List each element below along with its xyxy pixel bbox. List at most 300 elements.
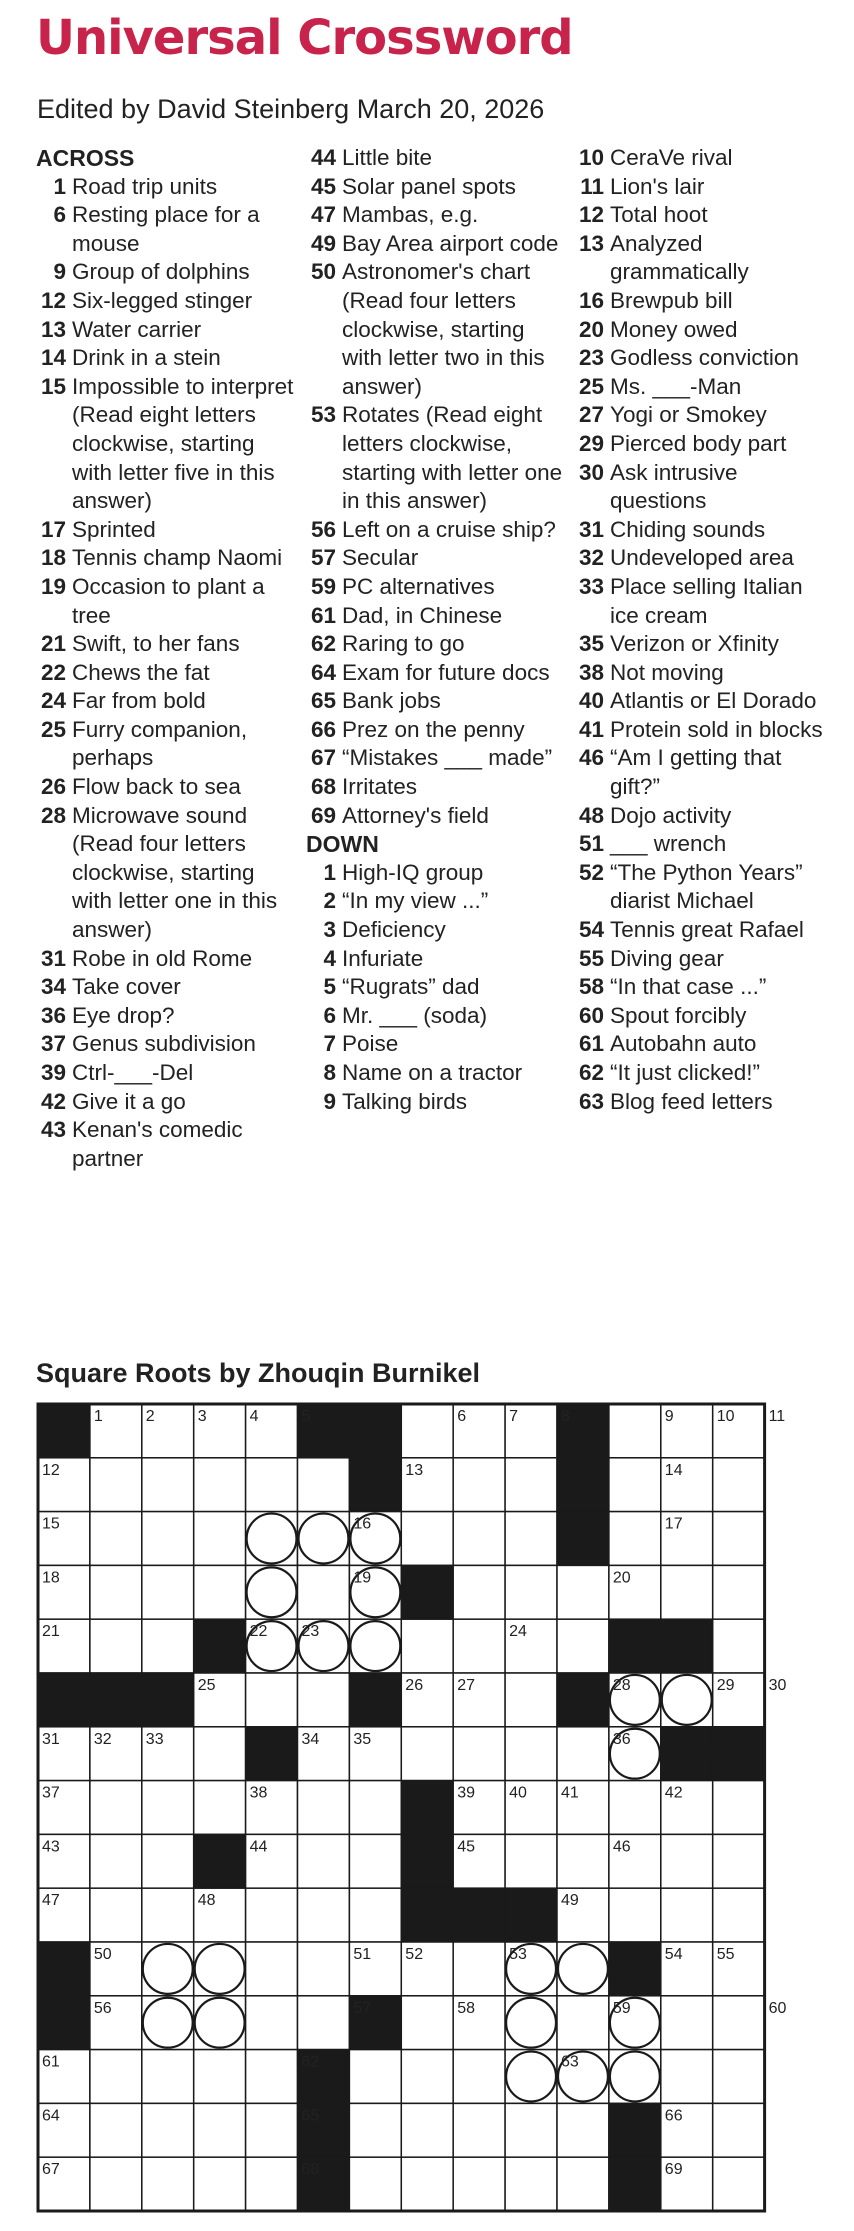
grid-cell[interactable] (194, 1565, 246, 1619)
down-clue[interactable] (306, 1002, 566, 1031)
clue-text: Ctrl-___-Del (72, 1060, 194, 1085)
clue-text: Take cover (72, 974, 181, 1000)
grid-cell[interactable] (505, 2103, 557, 2157)
across-clue[interactable] (36, 201, 296, 258)
black-square (142, 1673, 194, 1727)
grid-cell[interactable] (298, 1942, 350, 1996)
grid-cell[interactable] (453, 2157, 505, 2211)
clue-text: Ms. ___-Man (610, 373, 742, 399)
down-clue[interactable] (574, 1030, 834, 1059)
grid-cell[interactable] (713, 1996, 765, 2050)
clue-number: 68 (310, 774, 336, 800)
grid-cell[interactable] (401, 1404, 453, 1458)
across-clue[interactable] (306, 630, 566, 659)
across-clue[interactable] (306, 173, 566, 202)
grid-cell[interactable] (557, 2103, 609, 2157)
cell-number: 22 (249, 1623, 268, 1641)
down-clue[interactable] (574, 659, 834, 688)
grid-cell[interactable] (349, 1781, 401, 1835)
clue-text: Impossible to interpret (Read eight letters clockwise, starting with letter five in this answer) (72, 373, 294, 514)
across-clue[interactable] (36, 173, 296, 202)
across-clue[interactable] (36, 1088, 296, 1117)
across-clue[interactable] (36, 544, 296, 573)
grid-cell[interactable] (609, 1781, 661, 1835)
grid-cell[interactable] (90, 1565, 142, 1619)
cell-number: 27 (457, 1677, 475, 1694)
clue-text: Mr. ___ (soda) (342, 1002, 488, 1028)
clue-text: Rotates (Read eight letters clockwise, starting with letter one in this answer) (342, 402, 563, 514)
clue-text: Autobahn auto (610, 1031, 757, 1057)
clue-number: 20 (578, 316, 604, 342)
clue-text: Dojo activity (610, 802, 732, 828)
clue-number: 61 (578, 1031, 604, 1057)
down-clue[interactable] (574, 173, 834, 202)
clue-text: “Mistakes ___ made” (342, 745, 553, 771)
grid-cell[interactable] (298, 1458, 350, 1512)
black-square (38, 1673, 90, 1727)
cell-number: 42 (664, 1784, 683, 1802)
down-clue[interactable] (306, 887, 566, 916)
cell-number: 16 (353, 1515, 372, 1533)
cell-number: 32 (93, 1730, 112, 1748)
down-clue[interactable] (574, 144, 834, 173)
grid-cell[interactable] (246, 1565, 298, 1619)
cell-number: 23 (301, 1623, 320, 1641)
cell-number: 3 (197, 1408, 207, 1425)
grid-cell[interactable] (713, 2103, 765, 2157)
grid-cell[interactable] (505, 2157, 557, 2211)
black-square (609, 1619, 661, 1673)
across-clue[interactable] (306, 144, 566, 173)
down-clue[interactable] (574, 287, 834, 316)
clue-number: 57 (310, 545, 336, 571)
grid-cell[interactable] (142, 2103, 194, 2157)
grid-cell[interactable] (246, 1458, 298, 1512)
grid-cell[interactable] (246, 2050, 298, 2104)
grid-cell[interactable] (609, 1512, 661, 1566)
across-clue[interactable] (306, 687, 566, 716)
grid-cell[interactable] (194, 1996, 246, 2050)
down-clue[interactable] (306, 1059, 566, 1088)
clue-number: 10 (578, 145, 604, 170)
grid-cell[interactable] (90, 1458, 142, 1512)
grid-cell[interactable] (298, 1565, 350, 1619)
clue-number: 33 (578, 573, 604, 599)
clue-text: “The Python Years” diarist Michael (610, 859, 803, 914)
across-clue[interactable] (36, 287, 296, 316)
clue-number: 53 (310, 402, 336, 428)
across-clue[interactable] (306, 773, 566, 802)
grid-cell[interactable] (557, 1834, 609, 1888)
grid-cell[interactable] (194, 2157, 246, 2211)
cell-number: 1 (93, 1408, 103, 1425)
down-clue[interactable] (306, 973, 566, 1002)
grid-cell[interactable] (246, 1888, 298, 1942)
clue-text: Lion's lair (610, 173, 705, 199)
grid-cell[interactable] (609, 1404, 661, 1458)
across-clue[interactable] (36, 1116, 296, 1173)
clue-text: Attorney's field (342, 802, 489, 828)
grid-cell[interactable] (298, 1673, 350, 1727)
grid-cell[interactable] (246, 2103, 298, 2157)
clue-number: 22 (40, 659, 66, 685)
grid-cell[interactable] (661, 1996, 713, 2050)
across-clue[interactable] (306, 201, 566, 230)
down-clue[interactable] (574, 859, 834, 916)
across-clue[interactable] (36, 945, 296, 974)
clue-text: Bay Area airport code (342, 230, 559, 256)
grid-cell[interactable] (661, 2050, 713, 2104)
grid-cell[interactable] (349, 2157, 401, 2211)
grid-cell[interactable] (453, 2103, 505, 2157)
grid-cell[interactable] (349, 1888, 401, 1942)
grid-cell[interactable] (713, 1781, 765, 1835)
grid-cell[interactable] (298, 1781, 350, 1835)
down-clue[interactable] (574, 459, 834, 516)
cell-number: 64 (42, 2107, 60, 2125)
clue-number: 46 (578, 745, 604, 771)
grid-cell[interactable] (401, 1996, 453, 2050)
grid-cell[interactable] (453, 1619, 505, 1673)
across-clue[interactable] (306, 602, 566, 631)
grid-cell[interactable] (401, 1512, 453, 1566)
grid-cell[interactable] (713, 1834, 765, 1888)
clue-text: Raring to go (342, 631, 465, 657)
cell-number: 18 (42, 1569, 60, 1587)
down-clue[interactable] (574, 401, 834, 430)
clue-text: Sprinted (72, 516, 156, 542)
grid-cell[interactable] (246, 1942, 298, 1996)
across-clue[interactable] (36, 516, 296, 545)
across-clue[interactable] (36, 1002, 296, 1031)
cell-number: 2 (145, 1408, 155, 1425)
cell-number: 52 (405, 1946, 424, 1963)
across-clue[interactable] (36, 973, 296, 1002)
across-heading: ACROSS (36, 145, 135, 171)
grid-cell[interactable] (505, 1512, 557, 1566)
clue-number: 66 (310, 716, 336, 742)
clue-text: Verizon or Xfinity (610, 631, 779, 657)
down-clue[interactable] (306, 1030, 566, 1059)
grid-cell[interactable] (194, 2103, 246, 2157)
cell-number: 56 (93, 1999, 112, 2017)
clue-number: 48 (578, 802, 604, 828)
grid-cell[interactable] (349, 2050, 401, 2104)
down-clue[interactable] (574, 573, 834, 630)
grid-cell[interactable] (453, 1942, 505, 1996)
cell-number: 38 (249, 1784, 268, 1802)
clue-text: Road trip units (72, 173, 218, 199)
grid-cell[interactable] (298, 1996, 350, 2050)
grid-cell[interactable] (90, 2157, 142, 2211)
cell-number: 26 (405, 1677, 424, 1694)
grid-cell[interactable] (453, 1565, 505, 1619)
grid-cell[interactable] (713, 1565, 765, 1619)
grid-cell[interactable] (142, 1458, 194, 1512)
grid-cell[interactable] (194, 2050, 246, 2104)
grid-cell[interactable] (401, 1727, 453, 1781)
grid-cell[interactable] (142, 1834, 194, 1888)
puzzle-title: Square Roots by Zhouqin Burnikel (36, 1358, 481, 1388)
grid-cell[interactable] (194, 1781, 246, 1835)
cell-number: 37 (42, 1784, 60, 1802)
grid-cell[interactable] (349, 2103, 401, 2157)
grid-cell[interactable] (713, 2157, 765, 2211)
clue-text: Swift, to her fans (72, 631, 240, 657)
grid-cell[interactable] (505, 1458, 557, 1512)
cell-number: 50 (93, 1946, 112, 1963)
cell-number: 8 (561, 1408, 570, 1425)
grid-cell[interactable] (194, 1512, 246, 1566)
grid-cell[interactable] (557, 1996, 609, 2050)
grid-cell[interactable] (142, 1781, 194, 1835)
grid-cell[interactable] (349, 1834, 401, 1888)
grid-cell[interactable] (453, 1727, 505, 1781)
clue-number: 3 (323, 917, 336, 943)
down-clue[interactable] (574, 430, 834, 459)
down-clue[interactable] (306, 1088, 566, 1117)
down-clue[interactable] (574, 744, 834, 801)
clue-number: 26 (40, 774, 66, 800)
grid-cell[interactable] (557, 1727, 609, 1781)
clue-number: 19 (40, 573, 66, 599)
across-clue[interactable] (36, 573, 296, 630)
grid-cell[interactable] (142, 2157, 194, 2211)
grid-cell[interactable] (557, 1942, 609, 1996)
down-clue[interactable] (574, 1002, 834, 1031)
down-clue[interactable] (574, 1088, 834, 1117)
grid-cell[interactable] (401, 2050, 453, 2104)
down-clue[interactable] (574, 630, 834, 659)
grid-cell[interactable] (453, 1458, 505, 1512)
down-clue[interactable] (574, 201, 834, 230)
across-clue[interactable] (306, 544, 566, 573)
grid-cell[interactable] (90, 1619, 142, 1673)
across-clue[interactable] (36, 373, 296, 516)
grid-cell[interactable] (557, 1565, 609, 1619)
grid-cell[interactable] (246, 2157, 298, 2211)
clue-text: “It just clicked!” (610, 1060, 761, 1085)
black-square (401, 1781, 453, 1835)
grid-cell[interactable] (194, 1942, 246, 1996)
clue-text: Drink in a stein (72, 345, 221, 371)
down-clue[interactable] (574, 1059, 834, 1088)
down-clue[interactable] (574, 230, 834, 287)
grid-cell[interactable] (142, 1942, 194, 1996)
clue-text: Irritates (342, 774, 418, 800)
cell-number: 33 (145, 1730, 164, 1748)
grid-cell[interactable] (713, 1888, 765, 1942)
puzzle-page-title: Universal Crossword (36, 10, 573, 66)
black-square (349, 1404, 401, 1458)
grid-cell[interactable] (505, 2050, 557, 2104)
cell-number: 53 (509, 1946, 527, 1963)
cell-number: 63 (561, 2053, 579, 2071)
across-clue[interactable] (306, 516, 566, 545)
grid-cell[interactable] (661, 1834, 713, 1888)
across-clue[interactable] (36, 316, 296, 345)
grid-cell[interactable] (142, 1619, 194, 1673)
clue-text: Atlantis or El Dorado (610, 688, 817, 714)
across-clue[interactable] (306, 716, 566, 745)
cell-number: 40 (509, 1784, 527, 1802)
grid-cell[interactable] (505, 1834, 557, 1888)
clue-text: Ask intrusive questions (610, 459, 738, 514)
grid-cell[interactable] (142, 1565, 194, 1619)
across-clue[interactable] (306, 744, 566, 773)
across-clue[interactable] (36, 687, 296, 716)
black-square (609, 2103, 661, 2157)
grid-cell[interactable] (661, 1565, 713, 1619)
grid-cell[interactable] (90, 1888, 142, 1942)
clue-text: Little bite (342, 145, 433, 170)
clue-number: 31 (40, 945, 66, 971)
grid-cell[interactable] (505, 1673, 557, 1727)
clue-number: 64 (310, 659, 336, 685)
grid-cell[interactable] (661, 1888, 713, 1942)
grid-cell[interactable] (246, 1512, 298, 1566)
grid-cell[interactable] (90, 1512, 142, 1566)
across-clue[interactable] (36, 1030, 296, 1059)
grid-cell[interactable] (194, 1727, 246, 1781)
grid-cell[interactable] (142, 1512, 194, 1566)
grid-cell[interactable] (557, 1619, 609, 1673)
grid-cell[interactable] (194, 1458, 246, 1512)
down-clue[interactable] (574, 373, 834, 402)
down-clue[interactable] (574, 973, 834, 1002)
across-clue[interactable] (36, 802, 296, 945)
clue-text: Furry companion, perhaps (72, 716, 248, 771)
clue-number: 51 (578, 831, 604, 857)
grid-cell[interactable] (609, 2050, 661, 2104)
grid-cell[interactable] (609, 1888, 661, 1942)
clue-number: 55 (578, 945, 604, 971)
clue-text: Astronomer's chart (Read four letters clockwise, starting with letter two in this answer) (342, 259, 545, 399)
black-square (349, 1458, 401, 1512)
grid-cell[interactable] (142, 2050, 194, 2104)
across-clue[interactable] (306, 230, 566, 259)
across-clue[interactable] (306, 659, 566, 688)
clue-number: 40 (578, 688, 604, 714)
down-clue[interactable] (574, 344, 834, 373)
grid-cell[interactable] (401, 2157, 453, 2211)
byline: Edited by David Steinberg March 20, 2026 (37, 94, 545, 124)
down-clue[interactable] (574, 945, 834, 974)
cell-number: 4 (249, 1408, 259, 1425)
grid-cell[interactable] (90, 1834, 142, 1888)
clue-number: 47 (310, 202, 336, 228)
grid-cell[interactable] (142, 1996, 194, 2050)
clue-number: 27 (578, 402, 604, 428)
clue-text: Far from bold (72, 688, 206, 714)
across-clue[interactable] (36, 659, 296, 688)
grid-cell[interactable] (298, 1834, 350, 1888)
across-clue[interactable] (306, 401, 566, 515)
grid-cell[interactable] (142, 1888, 194, 1942)
grid-cell[interactable] (349, 1619, 401, 1673)
clue-text: High-IQ group (342, 859, 484, 885)
grid-cell[interactable] (401, 1619, 453, 1673)
grid-cell[interactable] (298, 1888, 350, 1942)
grid-cell[interactable] (90, 2103, 142, 2157)
across-clue[interactable] (36, 1059, 296, 1088)
grid-cell[interactable] (505, 1996, 557, 2050)
down-clue[interactable] (574, 802, 834, 831)
grid-cell[interactable] (401, 2103, 453, 2157)
clue-text: Blog feed letters (610, 1088, 773, 1114)
grid-cell[interactable] (557, 2157, 609, 2211)
cell-number: 44 (249, 1838, 268, 1856)
black-square (401, 1834, 453, 1888)
clue-text: Place selling Italian ice cream (610, 573, 803, 628)
clue-number: 1 (323, 859, 336, 885)
down-clue[interactable] (306, 945, 566, 974)
grid-cell[interactable] (246, 1996, 298, 2050)
cell-number: 30 (768, 1677, 787, 1694)
cell-number: 7 (509, 1408, 519, 1425)
clue-number: 25 (40, 716, 66, 742)
grid-cell[interactable] (90, 2050, 142, 2104)
across-clue[interactable] (36, 630, 296, 659)
down-clue[interactable] (574, 516, 834, 545)
clue-text: Prez on the penny (342, 716, 525, 742)
down-clue[interactable] (306, 859, 566, 888)
down-clue[interactable] (574, 544, 834, 573)
down-clue[interactable] (574, 916, 834, 945)
down-clue[interactable] (574, 687, 834, 716)
grid-cell[interactable] (246, 1673, 298, 1727)
down-clue[interactable] (574, 830, 834, 859)
cell-number: 9 (664, 1408, 674, 1425)
cell-number: 58 (457, 1999, 475, 2017)
grid-cell[interactable] (713, 1512, 765, 1566)
down-clue[interactable] (574, 316, 834, 345)
across-clue[interactable] (36, 258, 296, 287)
clue-number: 13 (578, 230, 604, 256)
grid-cell[interactable] (505, 1727, 557, 1781)
grid-cell[interactable] (453, 2050, 505, 2104)
clue-text: Not moving (610, 659, 724, 685)
across-clue[interactable] (36, 773, 296, 802)
cell-number: 12 (42, 1461, 60, 1479)
clue-text: Kenan's comedic partner (72, 1117, 243, 1171)
down-clue[interactable] (574, 716, 834, 745)
clue-text: Give it a go (72, 1088, 186, 1114)
cell-number: 45 (457, 1838, 475, 1856)
grid-cell[interactable] (298, 1512, 350, 1566)
grid-cell[interactable] (661, 1673, 713, 1727)
black-square (349, 1673, 401, 1727)
cell-number: 29 (716, 1677, 735, 1694)
clue-number: 9 (323, 1088, 336, 1114)
across-clue[interactable] (36, 716, 296, 773)
down-clue[interactable] (306, 916, 566, 945)
across-clue[interactable] (306, 573, 566, 602)
grid-cell[interactable] (713, 1458, 765, 1512)
across-clue[interactable] (36, 344, 296, 373)
grid-cell[interactable] (505, 1565, 557, 1619)
across-clue[interactable] (306, 258, 566, 401)
grid-cell[interactable] (90, 1781, 142, 1835)
clue-text: Godless conviction (610, 345, 799, 371)
cell-number: 13 (405, 1461, 424, 1479)
grid-cell[interactable] (713, 1619, 765, 1673)
grid-cell[interactable] (713, 2050, 765, 2104)
grid-cell[interactable] (609, 1458, 661, 1512)
grid-cell[interactable] (453, 1512, 505, 1566)
crossword-grid[interactable] (36, 1402, 817, 2215)
across-clue[interactable] (306, 802, 566, 831)
